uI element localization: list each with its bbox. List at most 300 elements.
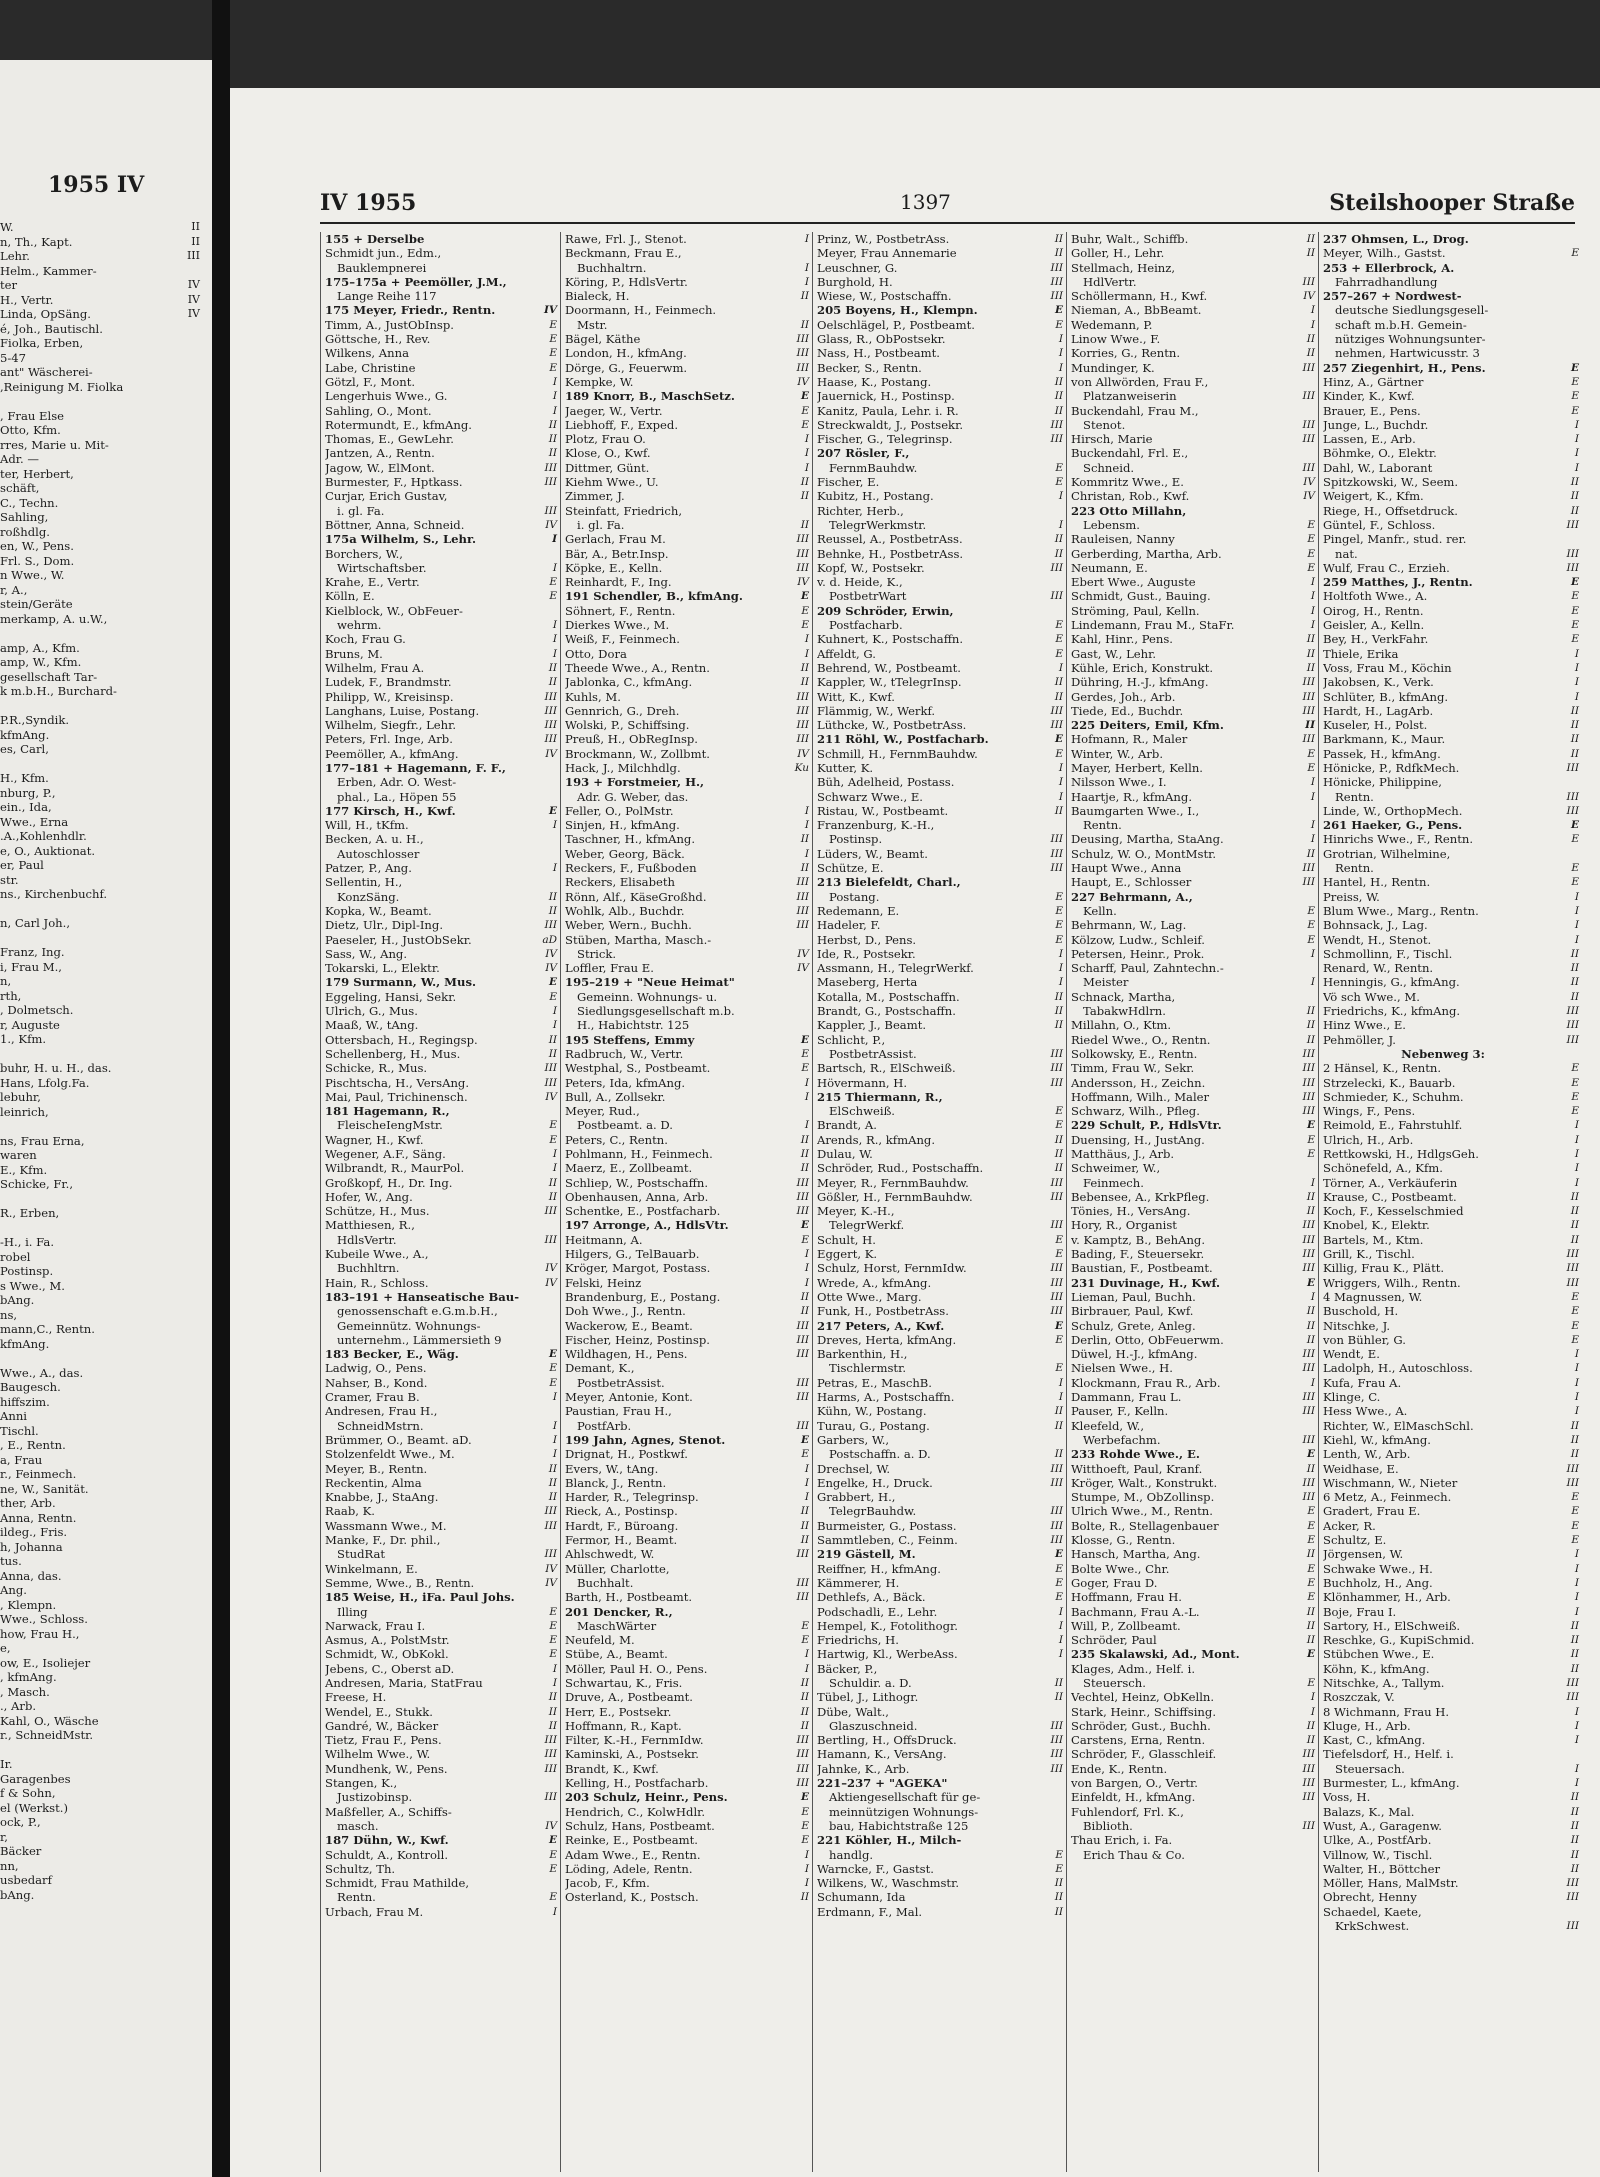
directory-entry xyxy=(1071,489,1317,503)
entry-text: Nitschke, A., Tallym. xyxy=(1323,1675,1445,1690)
floor-mark: I xyxy=(1058,347,1063,360)
directory-entry xyxy=(1071,1462,1317,1476)
entry-text: Wrede, A., kfmAng. xyxy=(817,1275,932,1290)
left-page-line: n, Th., Kapt. xyxy=(0,234,73,249)
directory-entry xyxy=(1071,575,1317,589)
entry-text: Lenth, W., Arb. xyxy=(1323,1447,1411,1462)
directory-entry xyxy=(1323,847,1581,861)
left-page-mark: II xyxy=(191,220,200,233)
entry-text: Manke, F., Dr. phil., xyxy=(325,1533,441,1548)
floor-mark: IV xyxy=(1303,290,1315,303)
entry-text: Burmester, F., Hptkass. xyxy=(325,475,463,490)
section-heading xyxy=(1323,1047,1581,1061)
entry-text: nat. xyxy=(1335,546,1358,561)
floor-mark: E xyxy=(1055,890,1063,903)
directory-entry xyxy=(565,1747,811,1761)
directory-entry xyxy=(565,1104,811,1118)
entry-text: Gandré, W., Bäcker xyxy=(325,1718,439,1733)
floor-mark: E xyxy=(1055,1248,1063,1261)
left-page-line: ther, Arb. xyxy=(0,1496,56,1510)
floor-mark: III xyxy=(796,1348,809,1361)
left-page-line: bAng. xyxy=(0,1887,35,1902)
directory-entry xyxy=(817,1004,1065,1018)
directory-entry xyxy=(1323,1290,1581,1304)
directory-entry xyxy=(325,1347,559,1361)
entry-text: Wust, A., Garagenw. xyxy=(1323,1818,1442,1833)
directory-entry xyxy=(325,1762,559,1776)
entry-text: Schellenberg, H., Mus. xyxy=(325,1046,461,1061)
entry-text: Goller, H., Lehr. xyxy=(1071,246,1165,261)
left-page-line: , Frau Else xyxy=(0,408,65,423)
floor-mark: III xyxy=(1050,1076,1063,1089)
entry-text: Brockmann, W., Zollbmt. xyxy=(565,746,710,761)
floor-mark: III xyxy=(796,876,809,889)
entry-text: Barth, H., Postbeamt. xyxy=(565,1590,693,1605)
directory-entry xyxy=(325,1204,559,1218)
entry-text: Bartels, M., Ktm. xyxy=(1323,1232,1424,1247)
floor-mark: II xyxy=(1570,504,1579,517)
floor-mark: E xyxy=(801,1634,809,1647)
entry-text: Kufa, Frau A. xyxy=(1323,1375,1402,1390)
directory-entry xyxy=(1323,1547,1581,1561)
entry-text: Tübel, J., Lithogr. xyxy=(817,1690,919,1705)
entry-text: Narwack, Frau I. xyxy=(325,1618,426,1633)
entry-text: Schnack, Martha, xyxy=(1071,989,1176,1004)
left-page-line: e, xyxy=(0,1641,11,1655)
directory-entry xyxy=(1071,775,1317,789)
entry-text: Obrecht, Henny xyxy=(1323,1890,1417,1905)
directory-entry xyxy=(565,675,811,689)
floor-mark: III xyxy=(1050,719,1063,732)
directory-entry xyxy=(1323,718,1581,732)
left-page-line: Anni xyxy=(0,1409,28,1423)
floor-mark: E xyxy=(1571,1105,1579,1118)
left-page-line xyxy=(0,1047,205,1062)
entry-text: Löding, Adele, Rentn. xyxy=(565,1861,693,1876)
directory-entry xyxy=(1323,632,1581,646)
directory-entry xyxy=(565,1762,811,1776)
floor-mark: II xyxy=(1570,704,1579,717)
entry-text: Westphal, S., Postbeamt. xyxy=(565,1061,711,1076)
floor-mark: E xyxy=(1307,904,1315,917)
directory-entry xyxy=(817,1161,1065,1175)
entry-text: Junge, L., Buchdr. xyxy=(1323,417,1429,432)
floor-mark: II xyxy=(800,1691,809,1704)
floor-mark: I xyxy=(1574,1391,1579,1404)
entry-text: Becker, S., Rentn. xyxy=(817,360,922,375)
floor-mark: III xyxy=(1050,1219,1063,1232)
entry-text: 223 Otto Millahn, xyxy=(1071,503,1187,518)
floor-mark: E xyxy=(1307,1576,1315,1589)
directory-entry xyxy=(817,389,1065,403)
floor-mark: E xyxy=(1307,518,1315,531)
directory-entry xyxy=(1323,475,1581,489)
entry-text: Hirsch, Marie xyxy=(1071,432,1153,447)
directory-entry xyxy=(1071,1090,1317,1104)
floor-mark: III xyxy=(796,890,809,903)
entry-text: 2 Hänsel, K., Rentn. xyxy=(1323,1061,1442,1076)
directory-entry xyxy=(1071,718,1317,732)
page-number: 1397 xyxy=(900,190,951,214)
entry-text: Wiese, W., Postschaffn. xyxy=(817,289,952,304)
directory-entry xyxy=(817,1547,1065,1561)
entry-text: Kleefeld, W., xyxy=(1071,1418,1145,1433)
directory-entry xyxy=(1323,1719,1581,1733)
directory-entry xyxy=(565,1576,811,1590)
directory-entry xyxy=(565,790,811,804)
directory-entry xyxy=(1071,361,1317,375)
directory-entry xyxy=(325,1576,559,1590)
floor-mark: E xyxy=(1571,1305,1579,1318)
floor-mark: I xyxy=(1574,933,1579,946)
entry-text: London, H., kfmAng. xyxy=(565,346,687,361)
directory-entry xyxy=(565,1347,811,1361)
directory-entry xyxy=(1071,446,1317,460)
entry-text: Sellentin, H., xyxy=(325,875,403,890)
floor-mark: E xyxy=(1571,833,1579,846)
floor-mark: III xyxy=(1566,1920,1579,1933)
floor-mark: I xyxy=(1058,333,1063,346)
directory-entry xyxy=(817,418,1065,432)
floor-mark: II xyxy=(800,490,809,503)
entry-text: Reckers, Elisabeth xyxy=(565,875,675,890)
floor-mark: II xyxy=(1570,476,1579,489)
directory-entry xyxy=(1071,1047,1317,1061)
directory-entry xyxy=(817,1233,1065,1247)
floor-mark: E xyxy=(1571,876,1579,889)
left-page-line: Kahl, O., Wäsche xyxy=(0,1713,99,1728)
floor-mark: I xyxy=(1574,1133,1579,1146)
entry-text: Klinge, C. xyxy=(1323,1390,1381,1405)
floor-mark: II xyxy=(1570,747,1579,760)
floor-mark: E xyxy=(1571,1290,1579,1303)
entry-text: v. d. Heide, K., xyxy=(817,575,903,590)
directory-entry xyxy=(817,747,1065,761)
floor-mark: I xyxy=(1574,904,1579,917)
directory-entry xyxy=(325,1805,559,1819)
left-page-line: Wwe., A., das. xyxy=(0,1365,84,1380)
entry-text: Redemann, E. xyxy=(817,903,900,918)
floor-mark: II xyxy=(1054,1891,1063,1904)
floor-mark: II xyxy=(1306,1634,1315,1647)
floor-mark: E xyxy=(801,619,809,632)
floor-mark: III xyxy=(1050,847,1063,860)
left-page-line: roßhdlg. xyxy=(0,524,50,539)
entry-text: Steuersach. xyxy=(1335,1761,1405,1776)
entry-text: Stumpe, M., ObZollinsp. xyxy=(1071,1490,1215,1505)
floor-mark: I xyxy=(1058,1619,1063,1632)
entry-text: Herr, E., Postsekr. xyxy=(565,1704,672,1719)
left-page-line: n, xyxy=(0,974,12,988)
directory-entry xyxy=(1323,1619,1581,1633)
entry-text: Gößler, H., FernmBauhdw. xyxy=(817,1189,973,1204)
entry-text: Reiffner, H., kfmAng. xyxy=(817,1561,941,1576)
floor-mark: I xyxy=(1310,976,1315,989)
entry-text: Tönies, H., VersAng. xyxy=(1071,1204,1191,1219)
floor-mark: II xyxy=(1054,990,1063,1003)
floor-mark: III xyxy=(1050,1176,1063,1189)
directory-entry xyxy=(325,604,559,618)
directory-entry xyxy=(325,232,559,246)
directory-entry xyxy=(325,461,559,475)
entry-text: Paustian, Frau H., xyxy=(565,1404,672,1419)
floor-mark: E xyxy=(1307,1505,1315,1518)
entry-text: Demant, K., xyxy=(565,1361,635,1376)
entry-text: Linde, W., OrthopMech. xyxy=(1323,803,1463,818)
entry-text: Wulf, Frau C., Erzieh. xyxy=(1323,560,1450,575)
left-page-line: Wwe., Schloss. xyxy=(0,1612,88,1626)
entry-text: Witt, K., Kwf. xyxy=(817,689,895,704)
entry-text: Walter, H., Böttcher xyxy=(1323,1861,1441,1876)
directory-entry xyxy=(325,575,559,589)
floor-mark: I xyxy=(1574,1162,1579,1175)
left-page-line: Lehr. xyxy=(0,249,30,263)
floor-mark: IV xyxy=(543,304,557,317)
directory-entry xyxy=(817,647,1065,661)
directory-entry xyxy=(325,561,559,575)
directory-entry xyxy=(817,604,1065,618)
directory-entry xyxy=(1071,732,1317,746)
entry-text: Korries, G., Rentn. xyxy=(1071,346,1181,361)
entry-text: 235 Skalawski, Ad., Mont. xyxy=(1071,1647,1240,1662)
left-page-line: Wwe., Erna xyxy=(0,814,69,829)
floor-mark: II xyxy=(1306,1734,1315,1747)
entry-text: 257–267 + Nordwest- xyxy=(1323,289,1462,304)
entry-text: Bruns, M. xyxy=(325,646,383,661)
directory-entry xyxy=(325,818,559,832)
entry-text: Ottersbach, H., Regingsp. xyxy=(325,1032,478,1047)
floor-mark: II xyxy=(1306,1333,1315,1346)
directory-entry xyxy=(1071,1104,1317,1118)
floor-mark: E xyxy=(548,804,557,817)
directory-entry xyxy=(817,1805,1065,1819)
directory-entry xyxy=(325,1790,559,1804)
left-page-line: lebuhr, xyxy=(0,1090,41,1104)
floor-mark: IV xyxy=(545,947,557,960)
entry-text: Meyer, B., Rentn. xyxy=(325,1461,428,1476)
directory-entry xyxy=(1323,1347,1581,1361)
entry-text: Bachmann, Frau A.-L. xyxy=(1071,1604,1200,1619)
directory-entry xyxy=(1071,1004,1317,1018)
directory-entry xyxy=(1323,1519,1581,1533)
directory-entry xyxy=(817,1033,1065,1047)
entry-text: 175 Meyer, Friedr., Rentn. xyxy=(325,303,496,318)
column-1 xyxy=(320,232,559,2172)
entry-text: Illing xyxy=(337,1604,368,1619)
directory-entry xyxy=(1071,832,1317,846)
floor-mark: E xyxy=(1055,1333,1063,1346)
directory-entry xyxy=(1323,1061,1581,1075)
directory-entry xyxy=(817,1662,1065,1676)
floor-mark: II xyxy=(1306,1005,1315,1018)
left-page-line: f & Sohn, xyxy=(0,1786,56,1800)
directory-entry xyxy=(817,947,1065,961)
directory-entry xyxy=(1323,732,1581,746)
floor-mark: E xyxy=(1307,761,1315,774)
directory-entry xyxy=(565,875,811,889)
directory-entry xyxy=(817,1462,1065,1476)
entry-text: Klönhammer, H., Arb. xyxy=(1323,1590,1451,1605)
floor-mark: I xyxy=(804,447,809,460)
directory-entry xyxy=(817,332,1065,346)
floor-mark: I xyxy=(552,533,557,546)
directory-entry xyxy=(325,1476,559,1490)
floor-mark: I xyxy=(804,433,809,446)
floor-mark: III xyxy=(796,1777,809,1790)
floor-mark: I xyxy=(804,1862,809,1875)
floor-mark: E xyxy=(1306,1276,1315,1289)
floor-mark: II xyxy=(800,518,809,531)
floor-mark: II xyxy=(1570,490,1579,503)
directory-entry xyxy=(565,975,811,989)
directory-entry xyxy=(817,547,1065,561)
floor-mark: II xyxy=(548,1476,557,1489)
directory-entry xyxy=(1071,232,1317,246)
floor-mark: II xyxy=(548,1462,557,1475)
entry-text: Meyer, Rud., xyxy=(565,1104,640,1119)
entry-text: Reimold, E., Fahrstuhlf. xyxy=(1323,1118,1463,1133)
floor-mark: II xyxy=(800,1133,809,1146)
floor-mark: II xyxy=(800,1719,809,1732)
directory-entry xyxy=(565,246,811,260)
directory-entry xyxy=(1071,1304,1317,1318)
left-page-line: é, Joh., Bautischl. xyxy=(0,321,103,336)
floor-mark: E xyxy=(549,590,557,603)
directory-entry xyxy=(325,1433,559,1447)
entry-text: Jantzen, A., Rentn. xyxy=(325,446,435,461)
entry-text: Bolte Wwe., Chr. xyxy=(1071,1561,1170,1576)
directory-entry xyxy=(1323,1490,1581,1504)
entry-text: Blum Wwe., Marg., Rentn. xyxy=(1323,903,1479,918)
directory-entry xyxy=(1323,1304,1581,1318)
floor-mark: E xyxy=(1055,647,1063,660)
directory-entry xyxy=(1323,1118,1581,1132)
floor-mark: II xyxy=(1570,990,1579,1003)
entry-text: Hendrich, C., KolwHdlr. xyxy=(565,1804,706,1819)
floor-mark: I xyxy=(1574,1762,1579,1775)
directory-entry xyxy=(565,332,811,346)
floor-mark: I xyxy=(1574,919,1579,932)
directory-entry xyxy=(1071,1276,1317,1290)
directory-entry xyxy=(1071,1776,1317,1790)
left-page-line: Anna, das. xyxy=(0,1568,62,1583)
floor-mark: I xyxy=(1574,1562,1579,1575)
left-page-line: ein., Ida, xyxy=(0,800,52,814)
entry-text: Wilhelm, Frau A. xyxy=(325,660,425,675)
floor-mark: III xyxy=(796,904,809,917)
directory-entry xyxy=(1323,389,1581,403)
directory-entry xyxy=(1071,675,1317,689)
entry-text: deutsche Siedlungsgesell- xyxy=(1335,303,1489,318)
left-page-line: leinrich, xyxy=(0,1104,49,1119)
directory-entry xyxy=(565,432,811,446)
floor-mark: II xyxy=(800,318,809,331)
directory-entry xyxy=(817,1090,1065,1104)
entry-text: Dahl, W., Laborant xyxy=(1323,460,1433,475)
entry-text: Hansch, Martha, Ang. xyxy=(1071,1547,1201,1562)
directory-entry xyxy=(565,718,811,732)
entry-text: 177–181 + Hagemann, F. F., xyxy=(325,760,506,775)
entry-text: Nahser, B., Kond. xyxy=(325,1375,428,1390)
directory-entry xyxy=(565,1076,811,1090)
directory-entry xyxy=(1323,232,1581,246)
entry-text: Harder, R., Telegrinsp. xyxy=(565,1490,699,1505)
directory-entry xyxy=(1323,1647,1581,1661)
directory-entry xyxy=(325,1662,559,1676)
left-page-line: rres, Marie u. Mit- xyxy=(0,437,109,452)
directory-entry xyxy=(565,1805,811,1819)
left-page-line: n, Carl Joh., xyxy=(0,916,71,930)
entry-text: Kubeile Wwe., A., xyxy=(325,1247,429,1262)
floor-mark: II xyxy=(1305,719,1315,732)
directory-entry xyxy=(565,1161,811,1175)
floor-mark: I xyxy=(1574,1734,1579,1747)
entry-text: Kröger, Walt., Konstrukt. xyxy=(1071,1475,1218,1490)
floor-mark: II xyxy=(548,676,557,689)
entry-text: SchneidMstrn. xyxy=(337,1418,424,1433)
directory-entry xyxy=(1323,1147,1581,1161)
directory-entry xyxy=(565,303,811,317)
entry-text: Schlüter, B., kfmAng. xyxy=(1323,689,1449,704)
entry-text: 209 Schröder, Erwin, xyxy=(817,603,954,618)
entry-text: Hempel, K., Fotolithogr. xyxy=(817,1618,958,1633)
left-page-line: C., Techn. xyxy=(0,495,59,510)
left-page-line: ter xyxy=(0,278,18,292)
directory-entry xyxy=(1071,1633,1317,1647)
directory-entry xyxy=(1323,861,1581,875)
entry-text: Schneid. xyxy=(1083,460,1135,475)
floor-mark: E xyxy=(1055,461,1063,474)
floor-mark: I xyxy=(1574,1548,1579,1561)
directory-entry xyxy=(1323,489,1581,503)
floor-mark: III xyxy=(1566,790,1579,803)
floor-mark: E xyxy=(1571,404,1579,417)
directory-entry xyxy=(817,404,1065,418)
entry-text: Jablonka, C., kfmAng. xyxy=(565,675,693,690)
left-page-line: Garagenbes xyxy=(0,1771,71,1786)
entry-text: Schwarz, Wilh., Pfleg. xyxy=(1071,1104,1200,1119)
directory-entry xyxy=(817,518,1065,532)
floor-mark: III xyxy=(544,1505,557,1518)
directory-entry xyxy=(325,1848,559,1862)
directory-entry xyxy=(1071,1719,1317,1733)
left-page-line: Franz, Ing. xyxy=(0,945,65,959)
directory-entry xyxy=(325,1833,559,1847)
entry-text: Schuldir. a. D. xyxy=(829,1675,912,1690)
entry-text: 6 Metz, A., Feinmech. xyxy=(1323,1490,1452,1505)
entry-text: Sahling, O., Mont. xyxy=(325,403,432,418)
floor-mark: III xyxy=(1302,1262,1315,1275)
entry-text: Burmester, L., kfmAng. xyxy=(1323,1776,1460,1791)
floor-mark: I xyxy=(1574,1176,1579,1189)
directory-entry xyxy=(1323,604,1581,618)
floor-mark: II xyxy=(800,290,809,303)
directory-entry xyxy=(1323,832,1581,846)
directory-entry xyxy=(817,1276,1065,1290)
floor-mark: E xyxy=(1571,1505,1579,1518)
directory-entry xyxy=(1323,961,1581,975)
left-page-line: amp, W., Kfm. xyxy=(0,655,82,669)
directory-entry xyxy=(565,761,811,775)
directory-entry xyxy=(1071,1247,1317,1261)
directory-entry xyxy=(1071,404,1317,418)
entry-text: Postang. xyxy=(829,889,880,904)
floor-mark: E xyxy=(1054,733,1063,746)
directory-entry xyxy=(565,704,811,718)
entry-text: Hoffmann, R., Kapt. xyxy=(565,1718,682,1733)
entry-text: Kuhls, M. xyxy=(565,689,621,704)
floor-mark: II xyxy=(1054,1148,1063,1160)
